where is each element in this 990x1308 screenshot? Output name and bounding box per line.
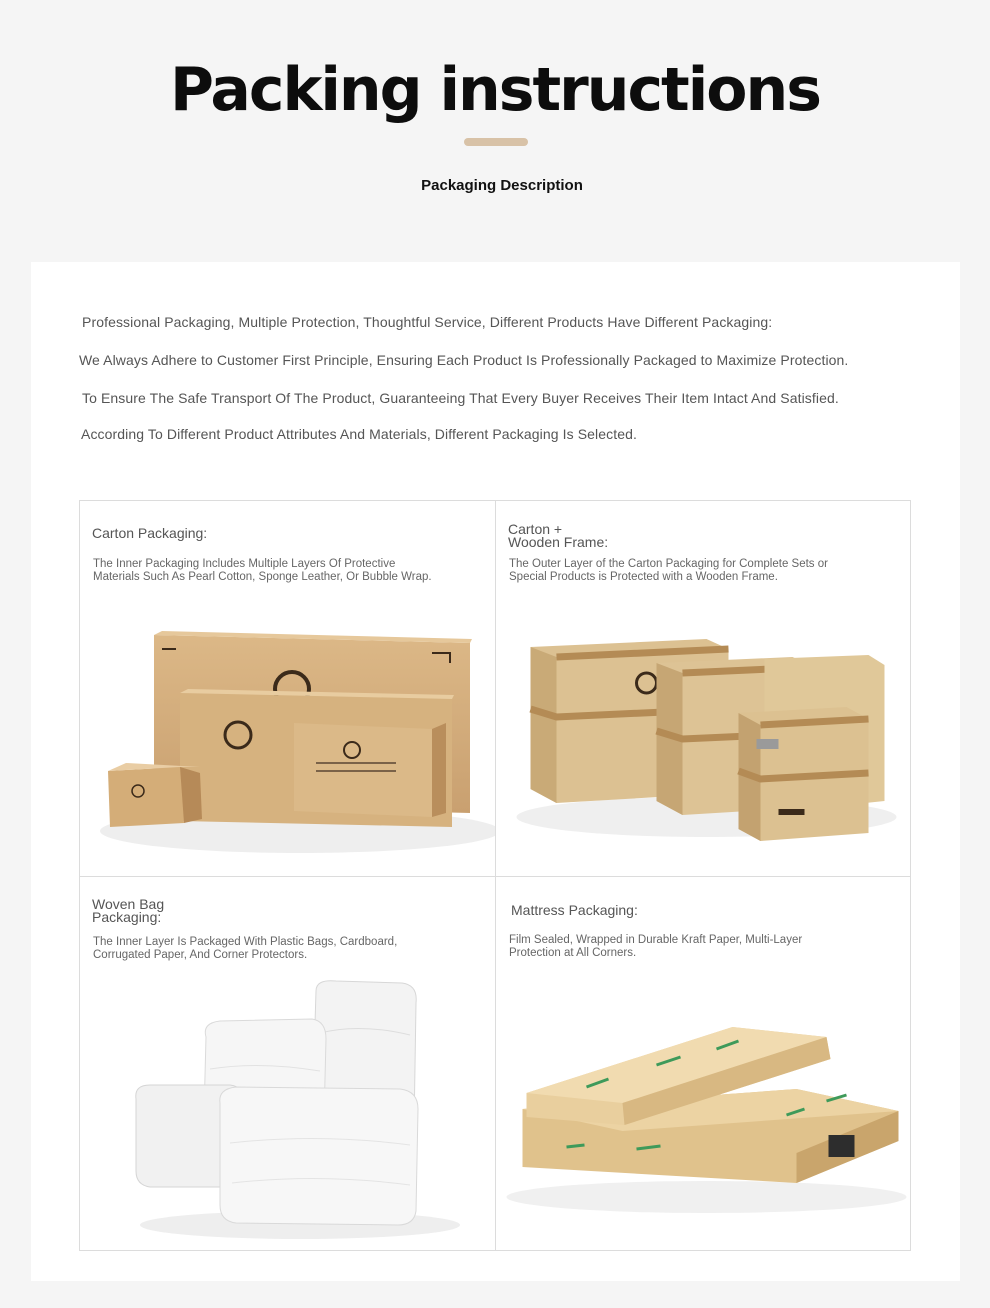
page-title: Packing instructions	[170, 55, 820, 125]
cell-description	[93, 936, 473, 962]
wooden-crates-image	[496, 621, 911, 871]
cell-title	[92, 898, 292, 924]
cell-title	[511, 904, 711, 917]
title-underline	[464, 138, 528, 146]
cell-title	[508, 523, 708, 549]
mattress-package-image	[496, 997, 911, 1247]
cell-description-line: Film Sealed, Wrapped in Durable Kraft Paper, Multi-Layer	[509, 934, 803, 946]
cell-description-line: Protection at All Corners.	[509, 947, 637, 959]
packaging-grid	[79, 500, 911, 1251]
cell-title-line: Carton Packaging:	[92, 525, 208, 541]
cell-description-line: Special Products is Protected with a Wooden Frame.	[509, 571, 778, 583]
cell-description	[509, 934, 889, 960]
cell-description-line: The Outer Layer of the Carton Packaging for Complete Sets or	[509, 558, 828, 570]
cell-title	[92, 527, 292, 540]
intro-line: We Always Adhere to Customer First Principle, Ensuring Each Product Is Professionally Packaged to Maximize Protection.	[79, 352, 849, 368]
woven-bags-image	[80, 973, 496, 1248]
intro-line: To Ensure The Safe Transport Of The Product, Guaranteeing That Every Buyer Receives Their Item Intact And Satisfied.	[82, 390, 839, 406]
woven-bag-packaging-cell	[80, 877, 496, 1250]
cell-description-line: Materials Such As Pearl Cotton, Sponge Leather, Or Bubble Wrap.	[93, 571, 432, 583]
cell-description	[509, 558, 889, 584]
mattress-packaging-cell	[496, 877, 911, 1250]
content-card	[31, 262, 960, 1281]
cell-title-line: Woven Bag	[92, 896, 165, 912]
intro-line: Professional Packaging, Multiple Protection, Thoughtful Service, Different Products Have Different Packaging:	[82, 314, 773, 330]
section-subtitle: Packaging Description	[421, 177, 583, 194]
cell-description-line: Corrugated Paper, And Corner Protectors.	[93, 949, 308, 961]
intro-line: According To Different Product Attributes And Materials, Different Packaging Is Selected.	[81, 426, 637, 442]
cell-description	[93, 558, 473, 584]
cell-title-line: Packaging:	[92, 909, 162, 925]
cell-title-line: Carton +	[508, 521, 563, 537]
wooden-frame-packaging-cell	[496, 501, 911, 877]
cell-title-line: Mattress Packaging:	[511, 902, 638, 918]
cell-description-line: The Inner Layer Is Packaged With Plastic Bags, Cardboard,	[93, 936, 398, 948]
cell-description-line: The Inner Packaging Includes Multiple Layers Of Protective	[93, 558, 396, 570]
carton-packaging-cell	[80, 501, 496, 877]
cell-title-line: Wooden Frame:	[508, 534, 609, 550]
carton-boxes-image	[80, 613, 496, 875]
